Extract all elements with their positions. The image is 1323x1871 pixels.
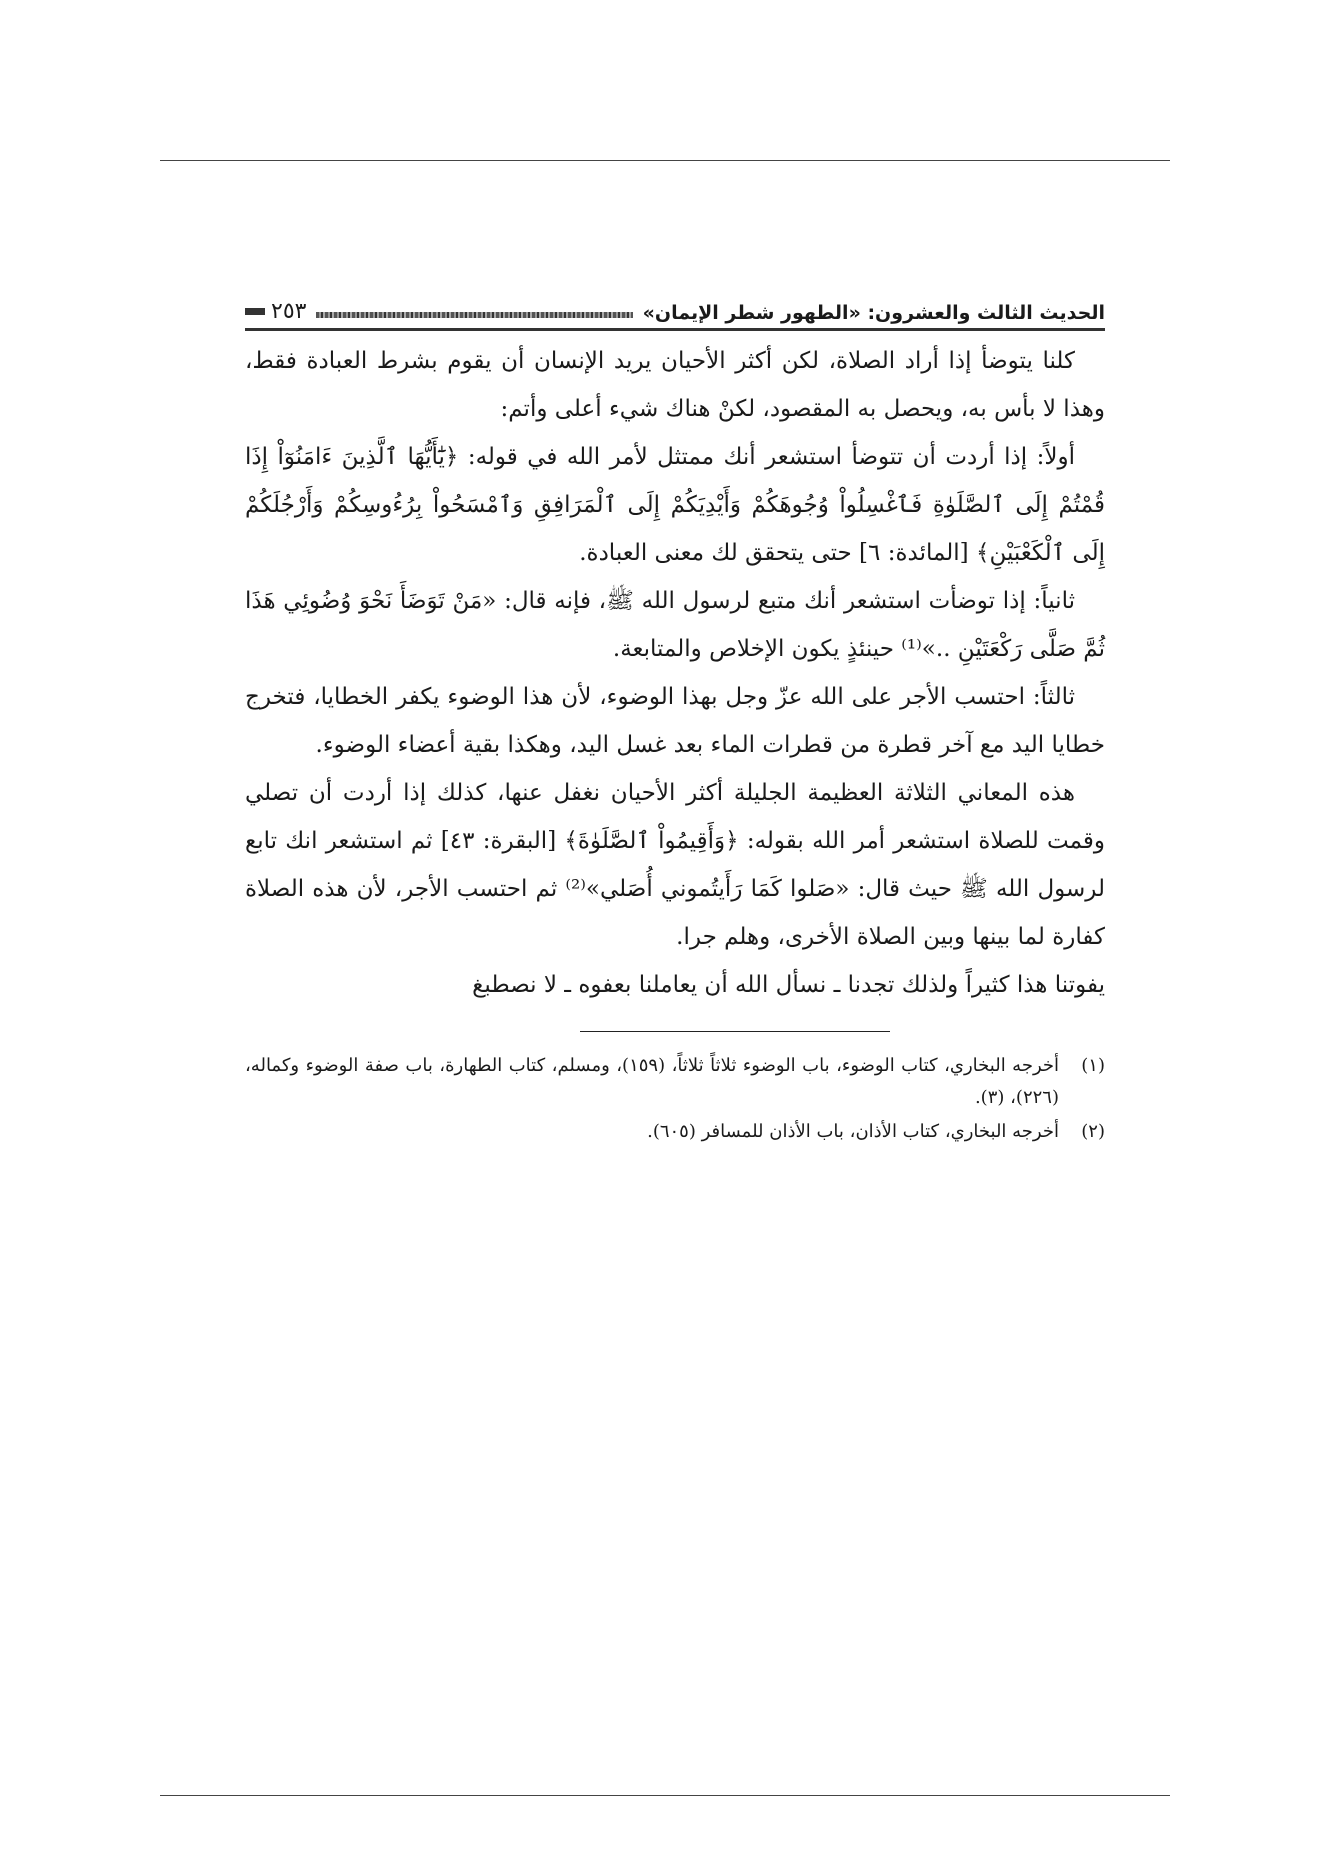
footnote-text: أخرجه البخاري، كتاب الأذان، باب الأذان للمسافر (٦٠٥). [647, 1121, 1059, 1142]
footnote-number: (٢) [1081, 1121, 1105, 1142]
footnote [245, 1116, 1105, 1148]
paragraph: هذه المعاني الثلاثة العظيمة الجليلة أكثر الأحيان نغفل عنها، كذلك إذا أردت أن تصلي وقمت للصلاة استشعر أمر الله بقوله: ﴿وَأَقِيمُواْ ٱلصَّلَوٰةَ﴾ [البقرة: ٤٣] ثم استشعر انك تابع لرسول الله ﷺ حيث قال: «صَلوا كَمَا رَأَيتُموني أُصَلي»⁽²⁾ ثم احتسب الأجر، لأن هذه الصلاة كفارة لما بينها وبين الصلاة الأخرى، وهلم جرا. [245, 780, 1106, 950]
page-number-text: ٢٥٣ [271, 299, 307, 324]
running-header [245, 280, 1105, 328]
paragraph: كلنا يتوضأ إذا أراد الصلاة، لكن أكثر الأحيان يريد الإنسان أن يقوم بشرط العبادة فقط، وهذا لا بأس به، ويحصل به المقصود، لكنْ هناك شيء أعلى وأتم: [245, 348, 1105, 422]
book-page [245, 280, 1105, 1680]
header-ornament-line [316, 312, 632, 318]
top-border-rule [160, 160, 1170, 161]
page-number [245, 299, 306, 324]
paragraph: ثانياً: إذا توضأت استشعر أنك متبع لرسول الله ﷺ، فإنه قال: «مَنْ تَوَضَأَ نَحْوَ وُضُوئِي هَذَا ثُمَّ صَلَّى رَكْعَتَيْنِ ..»⁽¹⁾ حينئذٍ يكون الإخلاص والمتابعة. [245, 588, 1105, 662]
page-number-mark [245, 308, 265, 315]
footnote-separator [580, 1031, 890, 1032]
footnote [245, 1050, 1105, 1114]
running-title: الحديث الثالث والعشرون: «الطهور شطر الإيمان» [642, 302, 1105, 324]
footnotes [245, 1050, 1105, 1148]
paragraph: يفوتنا هذا كثيراً ولذلك تجدنا ـ نسأل الله أن يعاملنا بعفوه ـ لا نصطبغ [472, 972, 1105, 998]
footnote-text: أخرجه البخاري، كتاب الوضوء، باب الوضوء ثلاثاً ثلاثاً، (١٥٩)، ومسلم، كتاب الطهارة، باب صفة الوضوء وكماله، (٢٢٦)، (٣). [245, 1055, 1060, 1108]
main-text [245, 337, 1105, 1009]
bottom-border-rule [160, 1795, 1170, 1796]
footnote-number: (١) [1081, 1055, 1105, 1076]
paragraph: أولاً: إذا أردت أن تتوضأ استشعر أنك ممتثل لأمر الله في قوله: ﴿يَٰٓأَيُّهَا ٱلَّذِينَ ءَامَنُوٓاْ إِذَا قُمْتُمْ إِلَى ٱلصَّلَوٰةِ فَٱغْسِلُواْ وُجُوهَكُمْ وَأَيْدِيَكُمْ إِلَى ٱلْمَرَافِقِ وَٱمْسَحُواْ بِرُءُوسِكُمْ وَأَرْجُلَكُمْ إِلَى ٱلْكَعْبَيْنِ﴾ [المائدة: ٦] حتى يتحقق لك معنى العبادة. [245, 444, 1105, 566]
paragraph: ثالثاً: احتسب الأجر على الله عزّ وجل بهذا الوضوء، لأن هذا الوضوء يكفر الخطايا، فتخرج خطايا اليد مع آخر قطرة من قطرات الماء بعد غسل اليد، وهكذا بقية أعضاء الوضوء. [245, 684, 1105, 758]
header-underline [245, 328, 1105, 331]
